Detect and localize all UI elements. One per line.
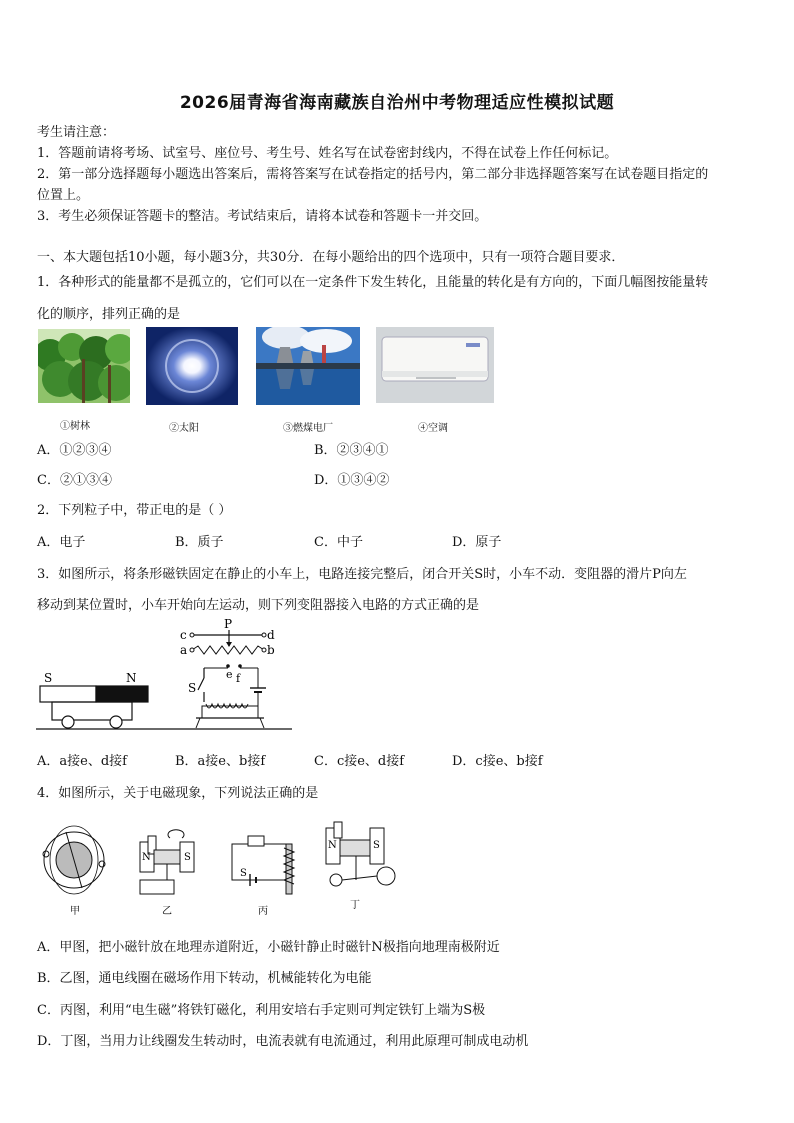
q1-option-b: B．②③④①	[314, 443, 389, 458]
q4-option-b: B．乙图，通电线圈在磁场作用下转动，机械能转化为电能	[37, 971, 372, 986]
slider-p-label: P	[224, 617, 233, 631]
rheostat-b-label: b	[267, 643, 275, 657]
rheostat-d-label: d	[267, 628, 275, 642]
q4-stem: 4．如图所示，关于电磁现象，下列说法正确的是	[37, 786, 319, 801]
q1-stem-line1: 1．各种形式的能量都不是孤立的，它们可以在一定条件下发生转化，且能量的转化是有方向的，下面几幅图按能量转	[37, 275, 709, 290]
rheostat-c-label: c	[180, 628, 187, 642]
section-heading: 一、本大题包括10小题，每小题3分，共30分．在每小题给出的四个选项中，只有一项符合题目要求．	[37, 250, 625, 265]
q3-option-d: D．c接e、b接f	[452, 754, 543, 769]
fig-bing-caption: 丙	[258, 906, 268, 917]
q2-option-c: C．中子	[314, 535, 363, 550]
nail-switch-label: S	[240, 868, 247, 879]
notice-heading: 考生请注意：	[37, 125, 116, 140]
q1-stem-line2: 化的顺序，排列正确的是	[37, 307, 181, 322]
notice-item-1: 1．答题前请将考场、试室号、座位号、考生号、姓名写在试卷密封线内，不得在试卷上作任何标记。	[37, 146, 618, 161]
q3-stem-line2: 移动到某位置时，小车开始向左运动，则下列变阻器接入电路的方式正确的是	[37, 598, 480, 613]
q4-option-d: D．丁图，当用力让线圈发生转动时，电流表就有电流通过，利用此原理可制成电动机	[37, 1034, 529, 1049]
terminal-f-label: f	[236, 672, 241, 685]
q3-option-b: B．a接e、b接f	[175, 754, 266, 769]
q1-caption-1: ①树林	[60, 421, 90, 432]
notice-item-2: 2．第一部分选择题每小题选出答案后，需将答案写在试卷指定的括号内，第二部分非选择题答案写在试卷题目指定的	[37, 167, 709, 182]
page-title: 2026届青海省海南藏族自治州中考物理适应性模拟试题	[179, 93, 615, 113]
generator-n-label: N	[328, 840, 337, 851]
q1-caption-3: ③燃煤电厂	[283, 423, 333, 434]
power-plant-photo	[256, 327, 360, 405]
motor-coil-figure	[140, 830, 194, 894]
terminal-e-label: e	[226, 668, 233, 681]
notice-item-3: 3．考生必须保证答题卡的整洁。考试结束后，请将本试卷和答题卡一并交回。	[37, 209, 488, 224]
generator-s-label: S	[373, 840, 380, 851]
motor-s-label: S	[184, 852, 191, 863]
fig-ding-caption: 丁	[350, 900, 360, 911]
q4-figures	[36, 814, 406, 918]
magnet-n-label: N	[126, 671, 137, 685]
switch-s-label: S	[188, 681, 197, 695]
q2-option-d: D．原子	[452, 535, 502, 550]
q3-option-a: A．a接e、d接f	[37, 754, 127, 769]
q2-option-a: A．电子	[37, 535, 86, 550]
generator-figure	[326, 822, 395, 886]
q3-option-c: C．c接e、d接f	[314, 754, 405, 769]
notice-item-2-cont: 位置上。	[37, 188, 90, 203]
motor-n-label: N	[142, 852, 151, 863]
q4-option-a: A．甲图，把小磁针放在地理赤道附近，小磁针静止时磁针N极指向地理南极附近	[37, 940, 500, 955]
fig-yi-caption: 乙	[162, 906, 172, 917]
magnet-s-label: S	[44, 671, 53, 685]
q3-stem-line1: 3．如图所示，将条形磁铁固定在静止的小车上，电路连接完整后，闭合开关S时，小车不动．变阻器的滑片P向左	[37, 567, 687, 582]
earth-field-figure	[43, 826, 105, 894]
q4-option-c: C．丙图，利用“电生磁”将铁钉磁化，利用安培右手定则可判定铁钉上端为S极	[37, 1003, 486, 1018]
fig-jia-caption: 甲	[70, 906, 80, 917]
q1-caption-4: ④空调	[418, 423, 448, 434]
q2-stem: 2．下列粒子中，带正电的是（ ）	[37, 503, 232, 518]
q1-option-d: D．①③④②	[314, 473, 390, 488]
forest-photo	[38, 329, 130, 403]
rheostat-a-label: a	[180, 643, 188, 657]
q1-caption-2: ②太阳	[169, 423, 199, 434]
q2-option-b: B．质子	[175, 535, 224, 550]
air-conditioner-photo	[376, 327, 494, 403]
sun-photo	[146, 327, 238, 405]
q3-circuit-diagram	[36, 616, 296, 740]
electromagnet-figure	[232, 836, 294, 894]
q1-option-a: A．①②③④	[37, 443, 112, 458]
q1-option-c: C．②①③④	[37, 473, 112, 488]
